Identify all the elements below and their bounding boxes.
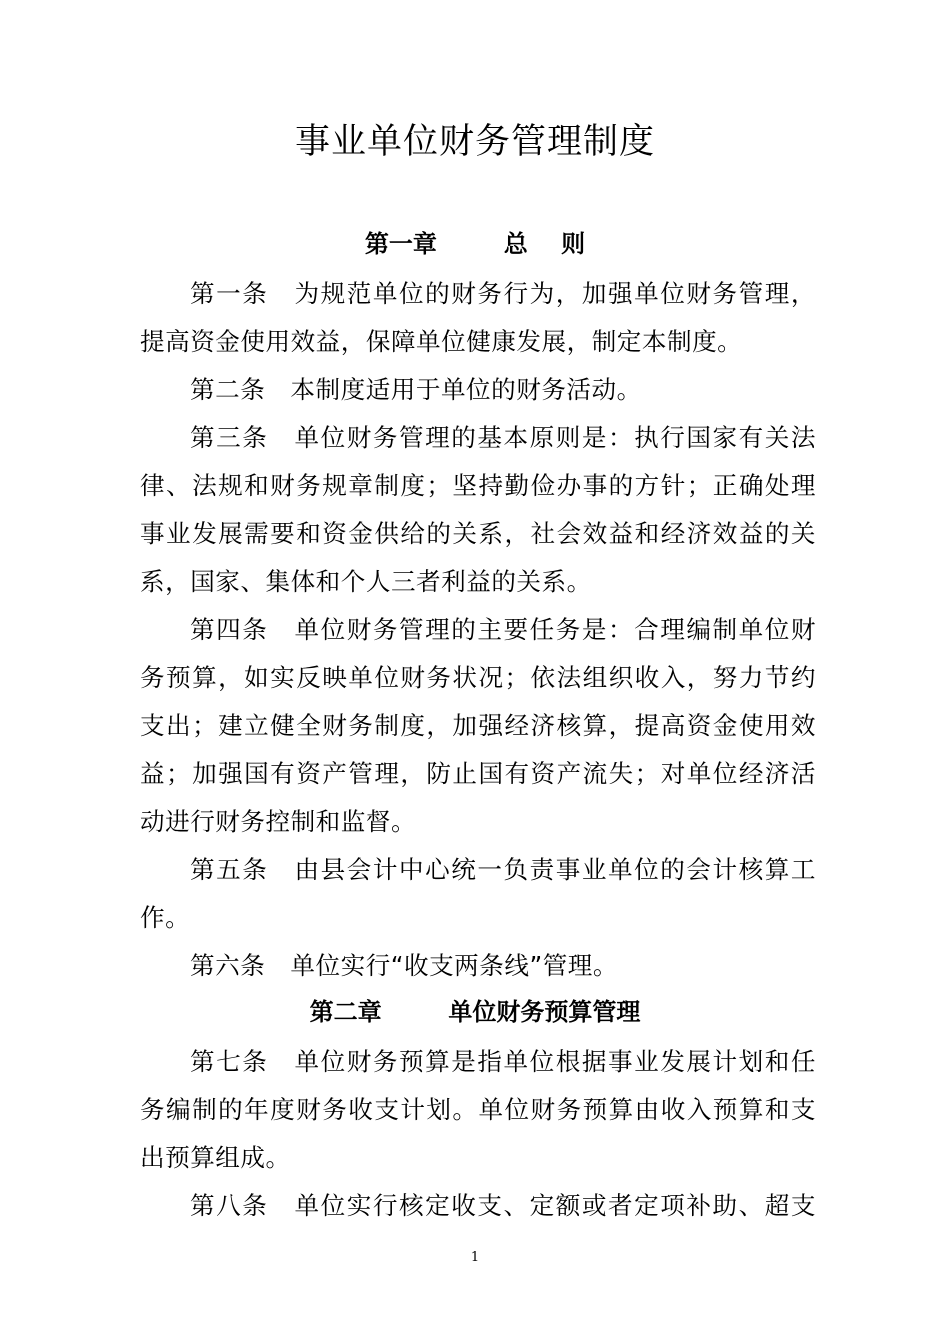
article-2-line-1: 第二条 本制度适用于单位的财务活动。 xyxy=(190,375,642,404)
document-title: 事业单位财务管理制度 xyxy=(294,122,655,162)
article-3-line-1: 第三条 单位财务管理的基本原则是：执行国家有关法 xyxy=(190,423,816,452)
page-number: 1 xyxy=(470,1250,480,1265)
article-4-line-4: 益；加强国有资产管理，防止国有资产流失；对单位经济活 xyxy=(140,759,816,788)
article-4-line-5: 动进行财务控制和监督。 xyxy=(140,807,417,836)
article-5-line-2: 作。 xyxy=(140,903,191,932)
article-4-line-2: 务预算，如实反映单位财务状况；依法组织收入，努力节约 xyxy=(140,663,816,692)
article-4-line-1: 第四条 单位财务管理的主要任务是：合理编制单位财 xyxy=(190,615,816,644)
article-1-line-2: 提高资金使用效益，保障单位健康发展，制定本制度。 xyxy=(140,327,743,356)
article-4-line-3: 支出；建立健全财务制度，加强经济核算，提高资金使用效 xyxy=(140,711,816,740)
article-7-line-1: 第七条 单位财务预算是指单位根据事业发展计划和任 xyxy=(190,1047,816,1076)
article-7-line-2: 务编制的年度财务收支计划。单位财务预算由收入预算和支 xyxy=(140,1095,816,1124)
chapter-heading-1: 第一章 总 则 xyxy=(364,230,586,258)
article-8-line-1: 第八条 单位实行核定收支、定额或者定项补助、超支 xyxy=(190,1191,816,1220)
article-3-line-3: 事业发展需要和资金供给的关系，社会效益和经济效益的关 xyxy=(140,519,816,548)
article-3-line-2: 律、法规和财务规章制度；坚持勤俭办事的方针；正确处理 xyxy=(140,471,816,500)
article-5-line-1: 第五条 由县会计中心统一负责事业单位的会计核算工 xyxy=(190,855,816,884)
article-6-line-1: 第六条 单位实行“收支两条线”管理。 xyxy=(190,951,618,980)
article-3-line-4: 系，国家、集体和个人三者利益的关系。 xyxy=(140,567,592,596)
chapter-heading-2: 第二章 单位财务预算管理 xyxy=(309,998,641,1026)
article-7-line-3: 出预算组成。 xyxy=(140,1143,291,1172)
article-1-line-1: 第一条 为规范单位的财务行为，加强单位财务管理， xyxy=(190,279,816,308)
